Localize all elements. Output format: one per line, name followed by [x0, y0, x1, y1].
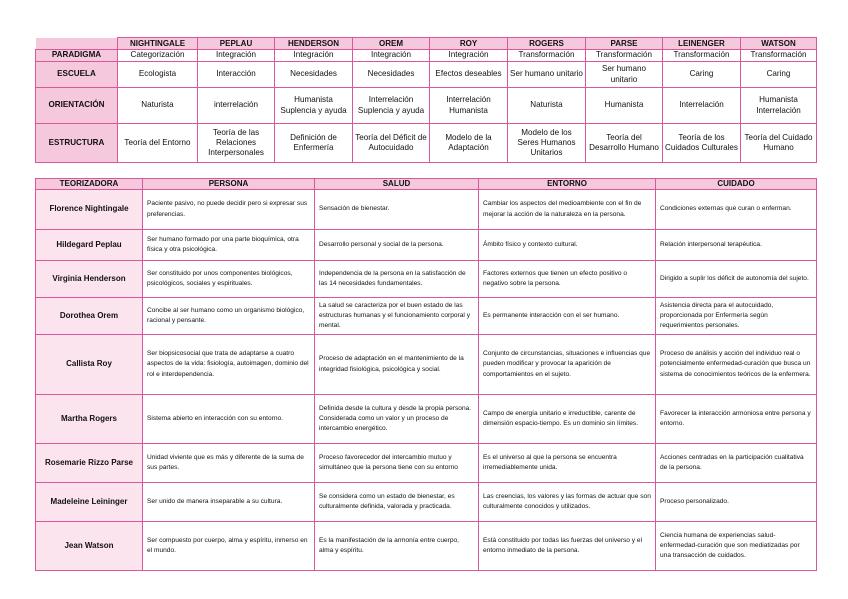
table-row	[36, 88, 817, 124]
persona-cell: Sistema abierto en interacción con su entorno.	[143, 395, 315, 444]
table-cell: Ser humano unitario	[508, 62, 586, 88]
theorist-name: Hildegard Peplau	[36, 230, 143, 261]
table-row	[36, 50, 817, 62]
theorist-name: Martha Rogers	[36, 395, 143, 444]
table-cell: Interrelación	[663, 88, 741, 124]
table-cell: Definición de Enfermería	[275, 124, 353, 163]
table-cell: Naturista	[508, 88, 586, 124]
cuidado-cell: Proceso personalizado.	[656, 483, 817, 522]
theorist-name: Callista Roy	[36, 335, 143, 395]
column-header: ROY	[430, 38, 508, 50]
concepts-header-row	[36, 179, 817, 190]
cuidado-cell: Relación interpersonal terapéutica.	[656, 230, 817, 261]
table-cell: Necesidades	[353, 62, 430, 88]
column-header: LEINENGER	[663, 38, 741, 50]
column-header: PEPLAU	[198, 38, 275, 50]
table-cell: Transformación	[508, 50, 586, 62]
cuidado-cell: Asistencia directa para el autocuidado, proporcionada por Enfermería según requerimientos personales.	[656, 298, 817, 335]
persona-cell: Ser unido de manera inseparable a su cultura.	[143, 483, 315, 522]
table-row	[36, 124, 817, 163]
table-row	[36, 298, 817, 335]
persona-cell: Ser biopsicosocial que trata de adaptarse a cuatro aspectos de la vida: fisiología, autoimagen, dominio del rol e interdependencia.	[143, 335, 315, 395]
table-cell: Integración	[353, 50, 430, 62]
entorno-cell: Cambiar los aspectos del medioambiente con el fin de mejorar la acción de la naturaleza en la persona.	[479, 190, 656, 230]
persona-cell: Paciente pasivo, no puede decidir pero si expresar sus preferencias.	[143, 190, 315, 230]
cuidado-cell: Acciones centradas en la participación cualitativa de la persona.	[656, 444, 817, 483]
entorno-cell: Factores externos que tienen un efecto positivo o negativo sobre la persona.	[479, 261, 656, 298]
column-header: ENTORNO	[479, 179, 656, 190]
column-header: CUIDADO	[656, 179, 817, 190]
table-cell: Teoría de los Cuidados Culturales	[663, 124, 741, 163]
column-header: OREM	[353, 38, 430, 50]
cuidado-cell: Favorecer la interacción armoniosa entre persona y entorno.	[656, 395, 817, 444]
table-cell: interrelación	[198, 88, 275, 124]
salud-cell: Se considera como un estado de bienestar, es culturalmente definida, valorada y practicada.	[315, 483, 479, 522]
salud-cell: Proceso favorecedor del intercambio mutuo y simultáneo que la persona tiene con su entorno	[315, 444, 479, 483]
salud-cell: Desarrollo personal y social de la persona.	[315, 230, 479, 261]
table-cell: Caring	[663, 62, 741, 88]
table-cell: Integración	[430, 50, 508, 62]
table-cell: Modelo de la Adaptación	[430, 124, 508, 163]
theorist-name: Virginia Henderson	[36, 261, 143, 298]
row-label: ORIENTACIÓN	[36, 88, 118, 124]
table-cell: Efectos deseables	[430, 62, 508, 88]
theorist-name: Madeleine Leininger	[36, 483, 143, 522]
table-cell: Integración	[275, 50, 353, 62]
concepts-table	[35, 178, 817, 571]
table-cell: Humanista Interrelación	[741, 88, 817, 124]
table-cell: Caring	[741, 62, 817, 88]
column-header: TEORIZADORA	[36, 179, 143, 190]
salud-cell: Definida desde la cultura y desde la propia persona. Considerada como un valor y un proceso de intercambio energético.	[315, 395, 479, 444]
header-corner	[36, 38, 118, 50]
table-cell: Necesidades	[275, 62, 353, 88]
persona-cell: Ser humano formado por una parte bioquímica, otra física y otra psicológica.	[143, 230, 315, 261]
entorno-cell: Conjunto de circunstancias, situaciones e influencias que pueden modificar y provocar la aparición de comportamientos en el sujeto.	[479, 335, 656, 395]
column-header: WATSON	[741, 38, 817, 50]
table-row	[36, 483, 817, 522]
theorist-name: Dorothea Orem	[36, 298, 143, 335]
column-header: SALUD	[315, 179, 479, 190]
row-label: ESTRUCTURA	[36, 124, 118, 163]
persona-cell: Ser compuesto por cuerpo, alma y espíritu, inmerso en el mundo.	[143, 522, 315, 571]
table-cell: Interrelación Humanista	[430, 88, 508, 124]
table-cell: Humanista Suplencia y ayuda	[275, 88, 353, 124]
theorists-header-row	[36, 38, 817, 50]
table-cell: Teoría de las Relaciones Interpersonales	[198, 124, 275, 163]
table-cell: Integración	[198, 50, 275, 62]
table-row	[36, 261, 817, 298]
cuidado-cell: Dirigido a suplir los déficit de autonomía del sujeto.	[656, 261, 817, 298]
cuidado-cell: Proceso de análisis y acción del individuo real o potencialmente enfermedad-curación que busca un sistema de conocimientos teóricos de la enfermera.	[656, 335, 817, 395]
table-row	[36, 190, 817, 230]
table-row	[36, 444, 817, 483]
theorist-name: Jean Watson	[36, 522, 143, 571]
table-cell: Interacción	[198, 62, 275, 88]
theorist-name: Rosemarie Rizzo Parse	[36, 444, 143, 483]
column-header: NIGHTINGALE	[118, 38, 198, 50]
table-row	[36, 230, 817, 261]
persona-cell: Ser constituido por unos componentes biológicos, psicológicos, sociales y espirituales.	[143, 261, 315, 298]
salud-cell: La salud se caracteriza por el buen estado de las estructuras humanas y el funcionamiento corporal y mental.	[315, 298, 479, 335]
entorno-cell: Campo de energía unitario e irreductible, carente de dimensión espacio-tiempo. Es un dominio sin límites.	[479, 395, 656, 444]
table-cell: Transformación	[741, 50, 817, 62]
salud-cell: Sensación de bienestar.	[315, 190, 479, 230]
table-row	[36, 395, 817, 444]
theorist-name: Florence Nightingale	[36, 190, 143, 230]
persona-cell: Unidad viviente que es más y diferente de la suma de sus partes.	[143, 444, 315, 483]
salud-cell: Proceso de adaptación en el mantenimiento de la integridad fisiológica, psicológica y social.	[315, 335, 479, 395]
column-header: HENDERSON	[275, 38, 353, 50]
table-cell: Interrelación Suplencia y ayuda	[353, 88, 430, 124]
theorists-comparison-table	[35, 37, 817, 163]
table-cell: Naturista	[118, 88, 198, 124]
table-cell: Teoría del Cuidado Humano	[741, 124, 817, 163]
table-cell: Humanista	[586, 88, 663, 124]
entorno-cell: Es permanente interacción con el ser humano.	[479, 298, 656, 335]
salud-cell: Independencia de la persona en la satisfacción de las 14 necesidades fundamentales.	[315, 261, 479, 298]
salud-cell: Es la manifestación de la armonía entre cuerpo, alma y espíritu.	[315, 522, 479, 571]
table-cell: Transformación	[586, 50, 663, 62]
column-header: ROGERS	[508, 38, 586, 50]
table-cell: Ecologista	[118, 62, 198, 88]
column-header: PERSONA	[143, 179, 315, 190]
entorno-cell: Las creencias, los valores y las formas de actuar que son culturalmente conocidos y utilizados.	[479, 483, 656, 522]
table-cell: Transformación	[663, 50, 741, 62]
row-label: ESCUELA	[36, 62, 118, 88]
persona-cell: Concibe al ser humano como un organismo biológico, racional y pensante.	[143, 298, 315, 335]
entorno-cell: Está constituido por todas las fuerzas del universo y el entorno inmediato de la persona.	[479, 522, 656, 571]
table-cell: Teoría del Déficit de Autocuidado	[353, 124, 430, 163]
cuidado-cell: Ciencia humana de experiencias salud-enfermedad-curación que son mediatizadas por una transacción de cuidados.	[656, 522, 817, 571]
row-label: PARADIGMA	[36, 50, 118, 62]
table-cell: Modelo de los Seres Humanos Unitarios	[508, 124, 586, 163]
table-row	[36, 62, 817, 88]
entorno-cell: Es el universo al que la persona se encuentra irremediablemente unida.	[479, 444, 656, 483]
table-row	[36, 335, 817, 395]
table-row	[36, 522, 817, 571]
cuidado-cell: Condiciones externas que curan o enferman.	[656, 190, 817, 230]
table-cell: Teoría del Entorno	[118, 124, 198, 163]
table-cell: Teoría del Desarrollo Humano	[586, 124, 663, 163]
entorno-cell: Ámbito físico y contexto cultural.	[479, 230, 656, 261]
table-cell: Categorización	[118, 50, 198, 62]
column-header: PARSE	[586, 38, 663, 50]
table-cell: Ser humano unitario	[586, 62, 663, 88]
